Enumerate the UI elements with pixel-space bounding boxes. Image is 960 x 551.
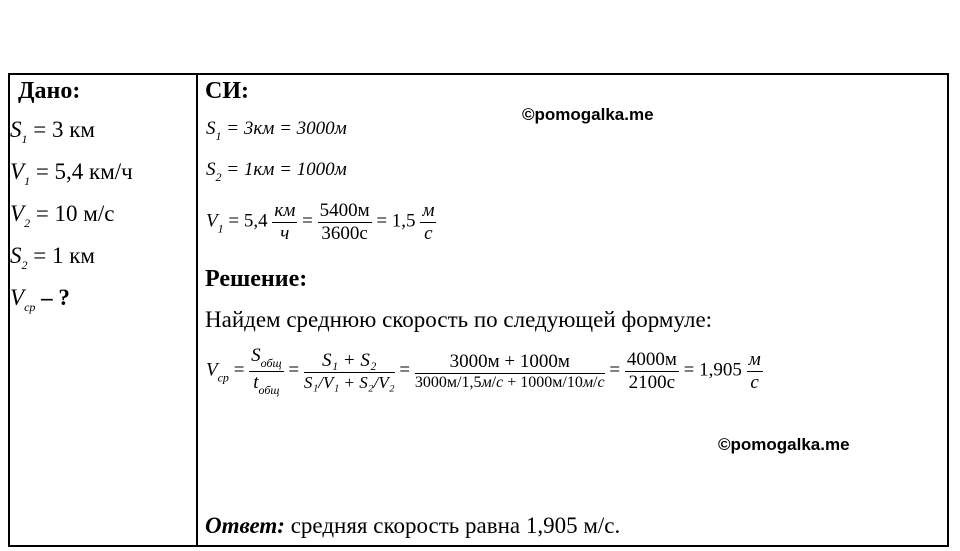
frac-sum-over-times: $\frac{\text{S₁ + S₂}}{\text{S₁/V₁ + S₂/V₂}}$ bbox=[303, 350, 395, 392]
si-s1: $S_1 = 3км = 3000м$ bbox=[206, 118, 347, 143]
frac-km-h: $\frac{км}{ч}$ bbox=[274, 200, 296, 244]
watermark-bottom: ©pomogalka.me bbox=[718, 435, 850, 454]
si-v1: $V_1 = 5,4$ $\frac{км}{ч}$ = $\frac{5400м}{3600с}$ = 1,5 $\frac{м}{с}$ bbox=[206, 200, 435, 244]
given-vcp: $V_{ср}$ – ? bbox=[10, 285, 70, 314]
frac-m-s: $\frac{м}{с}$ bbox=[422, 200, 435, 244]
given-s2: $S_2 = 1$ км bbox=[10, 243, 95, 272]
frac-total: $\frac{S_{общ}}{t_{общ}}$ bbox=[251, 345, 282, 397]
column-divider bbox=[196, 75, 198, 545]
answer-label: Ответ: bbox=[205, 513, 285, 538]
solution-text: Найдем среднюю скорость по следующей формуле: bbox=[205, 307, 713, 332]
frac-4000-2100: $\frac{4000м}{2100с}$ bbox=[626, 348, 677, 393]
frac-result-unit: $\frac{м}{с}$ bbox=[748, 348, 761, 393]
frac-5400-3600: $\frac{5400м}{3600с}$ bbox=[319, 200, 370, 244]
si-s2: $S_2 = 1км = 1000м$ bbox=[206, 159, 347, 184]
answer-text: средняя скорость равна 1,905 м/с. bbox=[290, 513, 621, 538]
frac-numeric: $\frac{3000м + 1000м}{3000м/1,5м/с + 1000м/10м/с}$ bbox=[414, 350, 605, 391]
watermark-top: ©pomogalka.me bbox=[522, 105, 654, 124]
given-v1: $V_1 = 5,4$ км/ч bbox=[10, 159, 133, 188]
answer-line bbox=[205, 513, 620, 539]
si-heading: СИ: bbox=[205, 78, 249, 104]
average-speed-formula: $V_{ср}$ = $\frac{S_{общ}}{t_{общ}}$ = $\frac{\text{S₁ + S₂}}{\text{S₁/V₁ + S₂/V₂}}$ = $\frac{3000м + 1000м}{3000м/1,5м/с + 1000м/10м/с}$ = $\frac{4000м}{2100с}$ = 1,905 $\frac{м}{с}$ bbox=[206, 345, 761, 397]
given-s1: $S_1 = 3$ км bbox=[10, 117, 95, 146]
solution-heading: Решение: bbox=[205, 266, 308, 292]
given-v2: $V_2 = 10$ м/с bbox=[10, 201, 115, 230]
given-heading: Дано: bbox=[18, 78, 81, 104]
